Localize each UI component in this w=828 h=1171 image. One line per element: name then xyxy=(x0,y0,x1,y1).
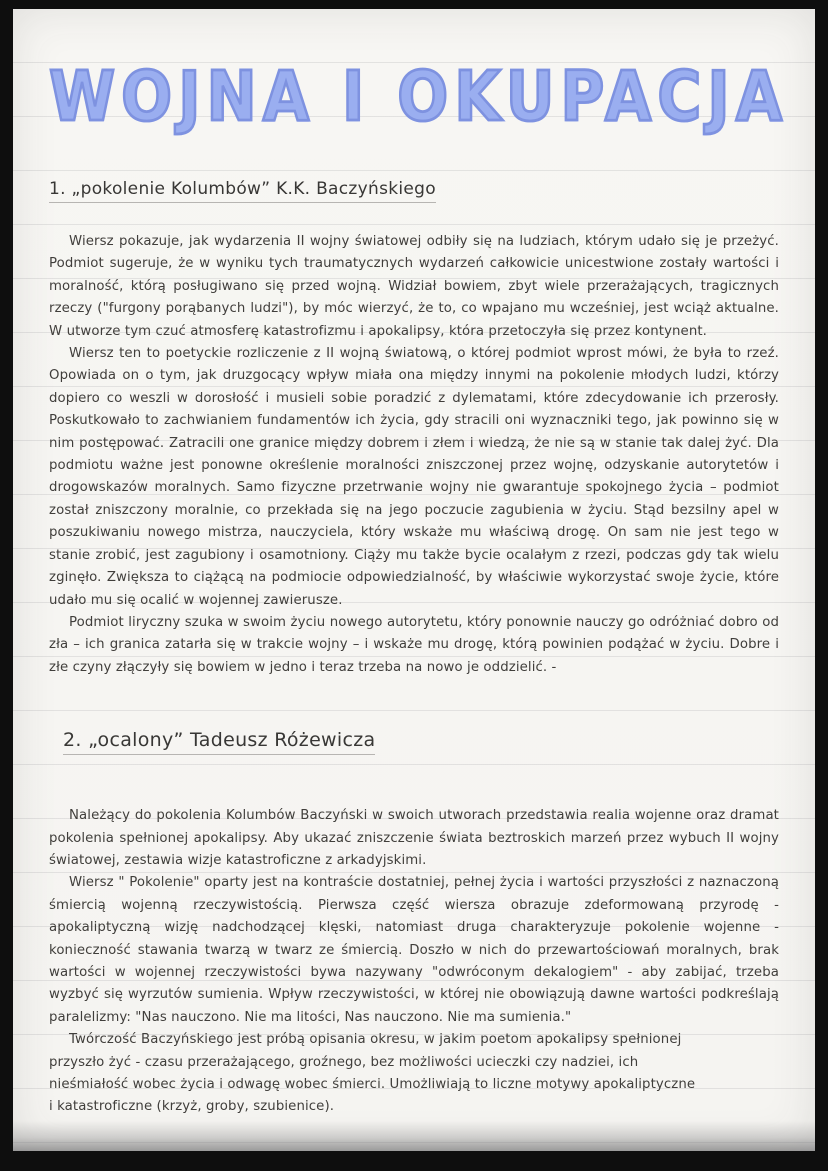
section-2-paragraph-2: Wiersz " Pokolenie" oparty jest na kontraście dostatniej, pełnej życia i wartości przyszłości z naznaczoną śmiercią wojenną rzeczywistością. Pierwsza część wiersza obrazuje zdeformowaną przyrodę - apokaliptyczną wizję nadchodzącej klęski, natomiast druga charakteryzuje pokolenie wojenne - konieczność stawania twarzą w twarz ze śmiercią. Doszło w nich do przewartościowań moralnych, brak wartości w wojennej rzeczywistości bywa nazywany "odwróconym dekalogiem" - aby zabijać, trzeba wyzbyć się wyrzutów sumienia. Wpływ rzeczywistości, w której nie obowiązują dawne wartości podkreślają paralelizmy: "Nas nauczono. Nie ma litości, Nas nauczono. Nie ma sumienia." xyxy=(49,875,779,1025)
section-1-paragraph-1: Wiersz pokazuje, jak wydarzenia II wojny światowej odbiły się na ludziach, którym udało się je przeżyć. Podmiot sugeruje, że w wyniku tych traumatycznych wydarzeń całkowicie unicestwione zostały wartości i moralność, którą posługiwano się przed wojną. Widział bowiem, zbyt wiele przerażających, tragicznych rzeczy ("furgony porąbanych ludzi"), by móc wierzyć, że to, co wpajano mu wcześniej, jest wciąż aktualne. W utworze tym czuć atmosferę katastrofizmu i apokalipsy, która przetoczyła się przez kontynent. xyxy=(49,234,779,339)
notebook-paper xyxy=(13,9,815,1151)
section-2-paragraph-1: Należący do pokolenia Kolumbów Baczyński w swoich utworach przedstawia realia wojenne oraz dramat pokolenia spełnionej apokalipsy. Aby ukazać zniszczenie świata beztroskich marzeń przez wybuch II wojny światowej, zestawia wizje katastroficzne z arkadyjskimi. xyxy=(49,808,779,868)
page-title: WOJNA I OKUPACJA xyxy=(49,56,789,138)
section-ocalony-rozewicz xyxy=(49,729,779,1119)
section-1-heading-text: 1. „pokolenie Kolumbów” K.K. Baczyńskiego xyxy=(49,179,436,203)
section-2-heading xyxy=(63,729,779,751)
section-1-heading xyxy=(49,179,779,199)
section-pokolenie-kolumbow xyxy=(49,179,779,679)
section-1-paragraph-3: Podmiot liryczny szuka w swoim życiu nowego autorytetu, który ponownie nauczy go odróżniać dobro od zła – ich granica zatarła się w trakcie wojny – i wskaże mu drogę, którą powinien podążać w życiu. Dobre i złe czyny złączyły się bowiem w jedno i teraz trzeba na nowo je oddzielić. - xyxy=(49,614,779,675)
section-2-heading-text: 2. „ocalony” Tadeusz Różewicza xyxy=(63,729,375,755)
page-bottom-shadow xyxy=(13,1121,815,1151)
section-1-paragraph-2: Wiersz ten to poetyckie rozliczenie z II wojną światową, o której podmiot wprost mówi, że była to rzeź. Opowiada on o tym, jak druzgocący wpływ miała ona między innymi na pokolenie młodych ludzi, którzy dopiero co weszli w dorosłość i musieli sobie poradzić z dylematami, które zdecydowanie ich przerosły. Poskutkowało to zachwianiem fundamentów ich życia, gdy stracili oni wyznaczniki tego, jak powinno się w nim postępować. Zatracili one granice między dobrem i złem i wiedzą, że nie są w stanie tak dalej żyć. Dla podmiotu ważne jest ponowne określenie moralności zniszczonej przez wojnę, odzyskanie autorytetów i drogowskazów moralnych. Samo fizyczne przetrwanie wojny nie gwarantuje spokojnego życia – podmiot został zniszczony moralnie, co przekłada się na jego poczucie zagubienia w życiu. Stąd bezsilny apel w poszukiwaniu nowego mistrza, nauczyciela, który wskaże mu właściwą drogę. On sam nie jest tego w stanie zrobić, jest zagubiony i osamotniony. Ciąży mu także bycie ocalałym z rzezi, podczas gdy tak wielu zginęło. Zwiększa to ciążącą na podmiocie odpowiedzialność, by właściwie wykorzystać swoje życie, które udało mu się ocalić w wojennej zawierusze. xyxy=(49,346,779,608)
section-2-paragraph-3: Twórczość Baczyńskiego jest próbą opisania okresu, w jakim poetom apokalipsy spełnionej przyszło żyć - czasu przerażającego, groźnego, bez możliwości ucieczki czy nadziei, ich nieśmiałość wobec życia i odwagę wobec śmierci. Umożliwiają to liczne motywy apokaliptyczne i katastroficzne (krzyż, groby, szubienice). xyxy=(49,1032,696,1115)
